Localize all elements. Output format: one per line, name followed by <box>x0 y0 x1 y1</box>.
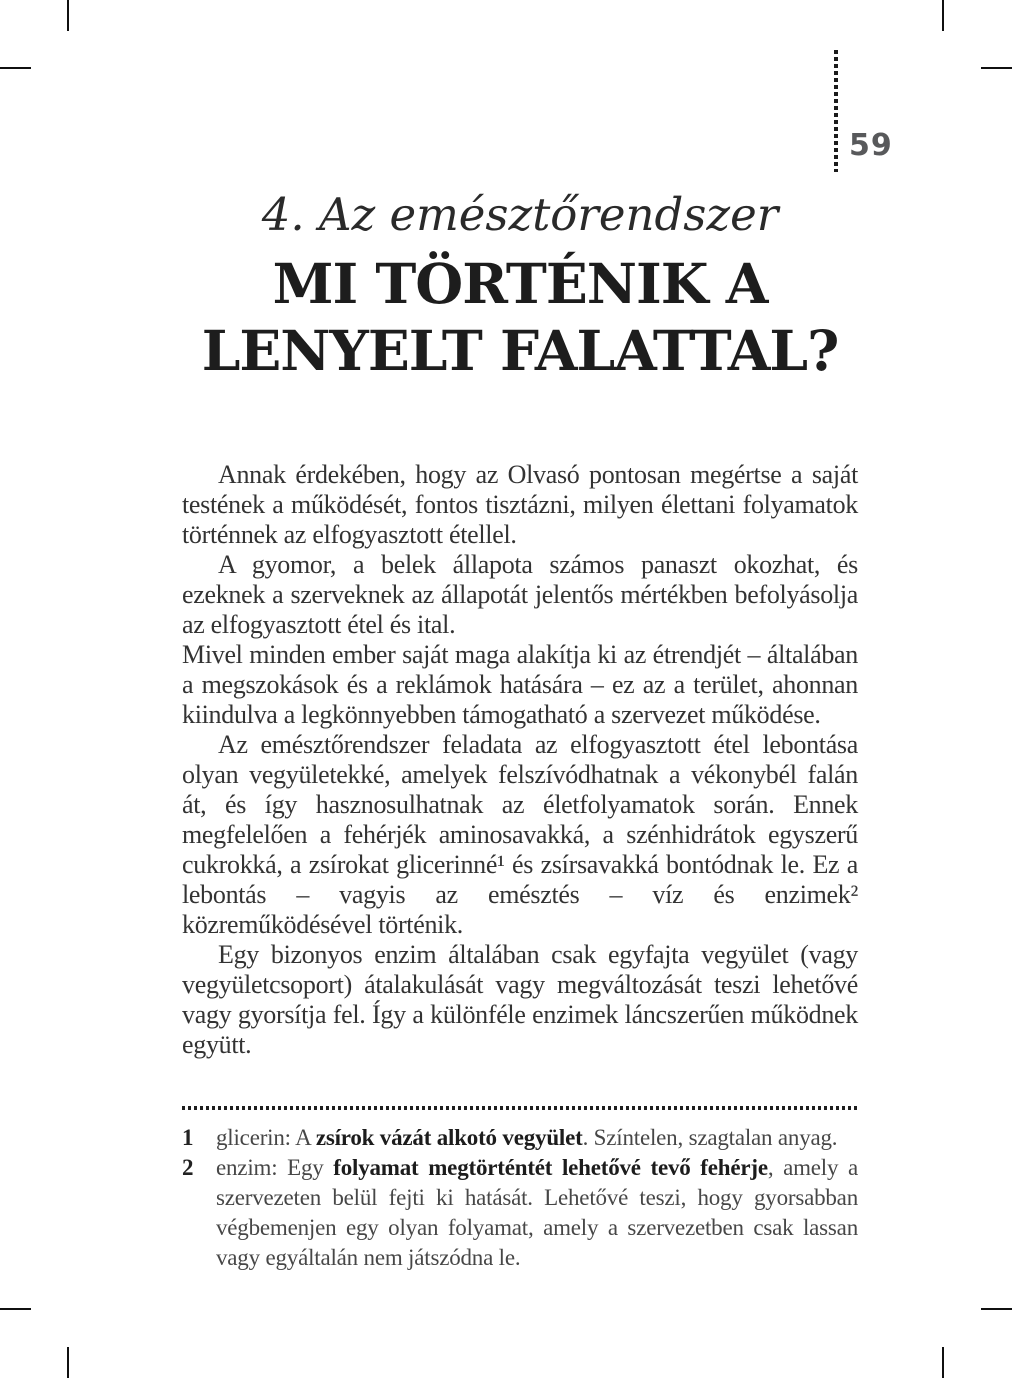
footnote-1-text <box>216 1123 858 1153</box>
footnote-2-text-bold: folyamat megtörténtét lehetővé tevő fehérje <box>333 1155 768 1180</box>
footnote-2-text-pre: enzim: Egy <box>216 1155 334 1180</box>
footnote-1-text-pre: glicerin: A <box>216 1125 316 1150</box>
footnote-2 <box>182 1153 858 1273</box>
paragraph-1: Annak érdekében, hogy az Olvasó pontosan megértse a saját testének a működését, fontos tisztázni, milyen élettani folyamatok történnek az elfogyasztott étellel. <box>182 460 858 549</box>
body-text <box>182 460 858 1060</box>
paragraph-4: Az emésztőrendszer feladata az elfogyasztott étel lebontása olyan vegyületekké, amelyek felszívódhatnak a vékonybél falán át, és így hasznosulhatnak az életfolyamatok során. Ennek megfelelően a fehérjék aminosavakká, a szénhidrátok egyszerű cukrokká, a zsírokat glicerinné¹ és zsírsavakká bontódnak le. Ez a lebontás – vagyis az emésztés – víz és enzimek² közreműködésével történik. <box>182 730 858 939</box>
crop-mark-top-right-horizontal <box>981 67 1012 69</box>
footnote-2-number: 2 <box>182 1155 194 1180</box>
crop-mark-top-left-vertical <box>67 0 69 31</box>
paragraph-2: A gyomor, a belek állapota számos panaszt okozhat, és ezeknek a szerveknek az állapotát jelentős mértékben befolyásolja az elfogyasztott étel és ital. <box>182 550 858 639</box>
page-title-line-1: MI TÖRTÉNIK A <box>272 251 768 316</box>
footnote-1-number: 1 <box>182 1125 194 1150</box>
paragraph-5: Egy bizonyos enzim általában csak egyfajta vegyület (vagy vegyületcsoport) átalakulását vagy megváltozását teszi lehetővé vagy gyorsítja fel. Így a különféle enzimek láncszerűen működnek együtt. <box>182 940 858 1059</box>
footnote-separator-dotted-rule <box>182 1106 858 1110</box>
crop-mark-top-left-horizontal <box>0 67 31 69</box>
footnote-2-text <box>216 1153 858 1273</box>
crop-mark-bottom-left-horizontal <box>0 1308 31 1310</box>
page-number: 59 <box>849 128 893 163</box>
chapter-heading <box>182 186 858 384</box>
footnote-1-text-post: . Színtelen, szagtalan anyag. <box>582 1125 838 1150</box>
crop-mark-bottom-right-vertical <box>942 1347 944 1378</box>
footnote-2-text-post: , amely a szervezeten belül fejti ki hatását. Lehetővé teszi, hogy gyorsabban végbemenjen egy olyan folyamat, amely a szervezetben csak lassan vagy egyáltalán nem játszódna le. <box>216 1155 859 1270</box>
footnote-1 <box>182 1123 858 1153</box>
crop-mark-top-right-vertical <box>942 0 944 31</box>
chapter-kicker: 4. Az emésztőrendszer <box>261 188 779 241</box>
footnote-1-text-bold: zsírok vázát alkotó vegyület <box>315 1125 583 1150</box>
page-title <box>182 250 858 384</box>
footnotes-section <box>182 1106 858 1273</box>
crop-mark-bottom-left-vertical <box>67 1347 69 1378</box>
page-number-dotted-rule <box>834 50 838 172</box>
crop-mark-bottom-right-horizontal <box>981 1308 1012 1310</box>
page-title-line-2: LENYELT FALATTAL? <box>201 318 839 383</box>
paragraph-3: Mivel minden ember saját maga alakítja ki az étrendjét – általában a megszokások és a reklámok hatására – ez az a terület, ahonnan kiindulva a legkönnyebben támogatható a szervezet működése. <box>182 640 858 729</box>
